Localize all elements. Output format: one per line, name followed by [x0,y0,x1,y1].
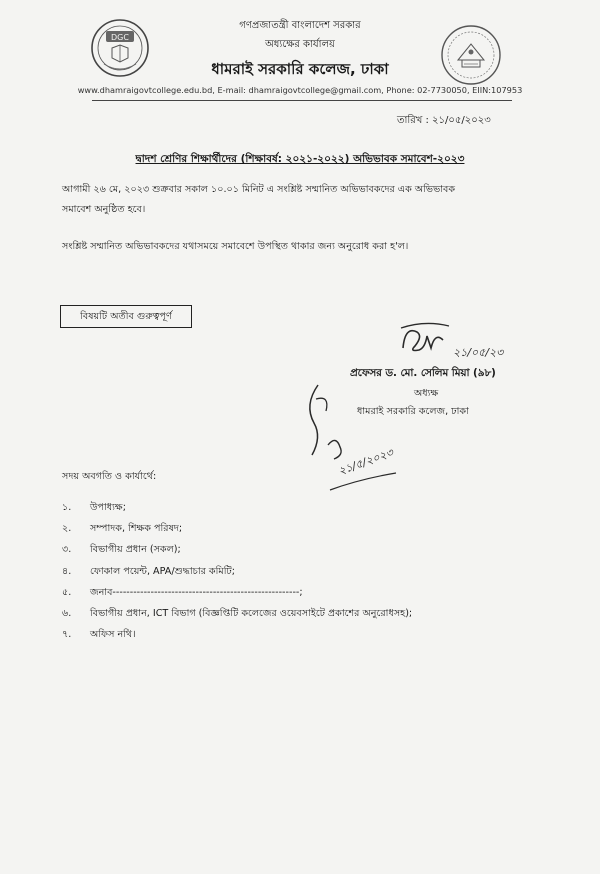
list-item: ৬. বিভাগীয় প্রধান, ICT বিভাগ (বিজ্ঞপ্তিটি কলেজের ওয়েবসাইটে প্রকাশের অনুরোধসহ); [62,607,413,619]
date-line: তারিখ : ২১/০৫/২০২৩ [397,115,491,126]
signatory-name: প্রফেসর ড. মো. সেলিম মিয়া (৯৮) [350,367,496,379]
signatory-title: অধ্যক্ষ [414,388,439,399]
annotation-date: ২১/৫/২০২৩ [336,445,396,478]
list-item: ৪. ফোকাল পয়েন্ট, APA/শুদ্ধাচার কমিটি; [62,565,235,577]
list-item: ৫. জনাব------------------------------------------------------; [62,586,303,598]
notice-subject: দ্বাদশ শ্রেণির শিক্ষার্থীদের (শিক্ষাবর্ষ: ২০২১-২০২২) অভিভাবক সমাবেশ-২০২৩ [135,153,465,165]
signatory-institution: ধামরাই সরকারি কলেজ, ঢাকা [357,406,469,417]
copy-to-heading: সদয় অবগতি ও কার্যার্থে: [62,471,157,482]
institution-title: ধামরাই সরকারি কলেজ, ঢাকা [211,60,389,78]
copy-to-list [62,497,412,645]
para1-line1: আগামী ২৬ মে, ২০২৩ শুক্রবার সকাল ১০.০১ মিনিট এ সংশ্লিষ্ট সম্মানিত অভিভাবকদের এক অভিভাবক [62,184,456,195]
list-item: ৭. অফিস নথি। [62,629,136,641]
government-line: গণপ্রজাতন্ত্রী বাংলাদেশ সরকার [239,20,361,31]
handwritten-annotation [300,375,410,504]
signature-date: ২১/০৫/২৩ [453,346,504,359]
contact-line: www.dhamraigovtcollege.edu.bd, E-mail: dhamraigovtcollege@gmail.com, Phone: 02-7730050, EIIN:107953 [77,85,523,95]
logo-text: DGC [111,33,129,42]
important-note-box: বিষয়টি অতীব গুরুত্বপূর্ণ [60,305,192,328]
list-item: ২. সম্পাদক, শিক্ষক পরিষদ; [62,523,183,535]
list-item: ১. উপাধ্যক্ষ; [62,502,126,513]
list-item: ৩. বিভাগীয় প্রধান (সকল); [62,544,181,556]
header-divider [92,100,512,101]
office-line: অধ্যক্ষের কার্যালয় [265,39,335,50]
para1-line2: সমাবেশ অনুষ্ঠিত হবে। [62,204,146,215]
para2: সংশ্লিষ্ট সম্মানিত অভিভাবকদের যথাসময়ে সমাবেশে উপস্থিত থাকার জন্য অনুরোধ করা হ'ল। [62,241,409,252]
handwritten-signature [395,318,525,370]
